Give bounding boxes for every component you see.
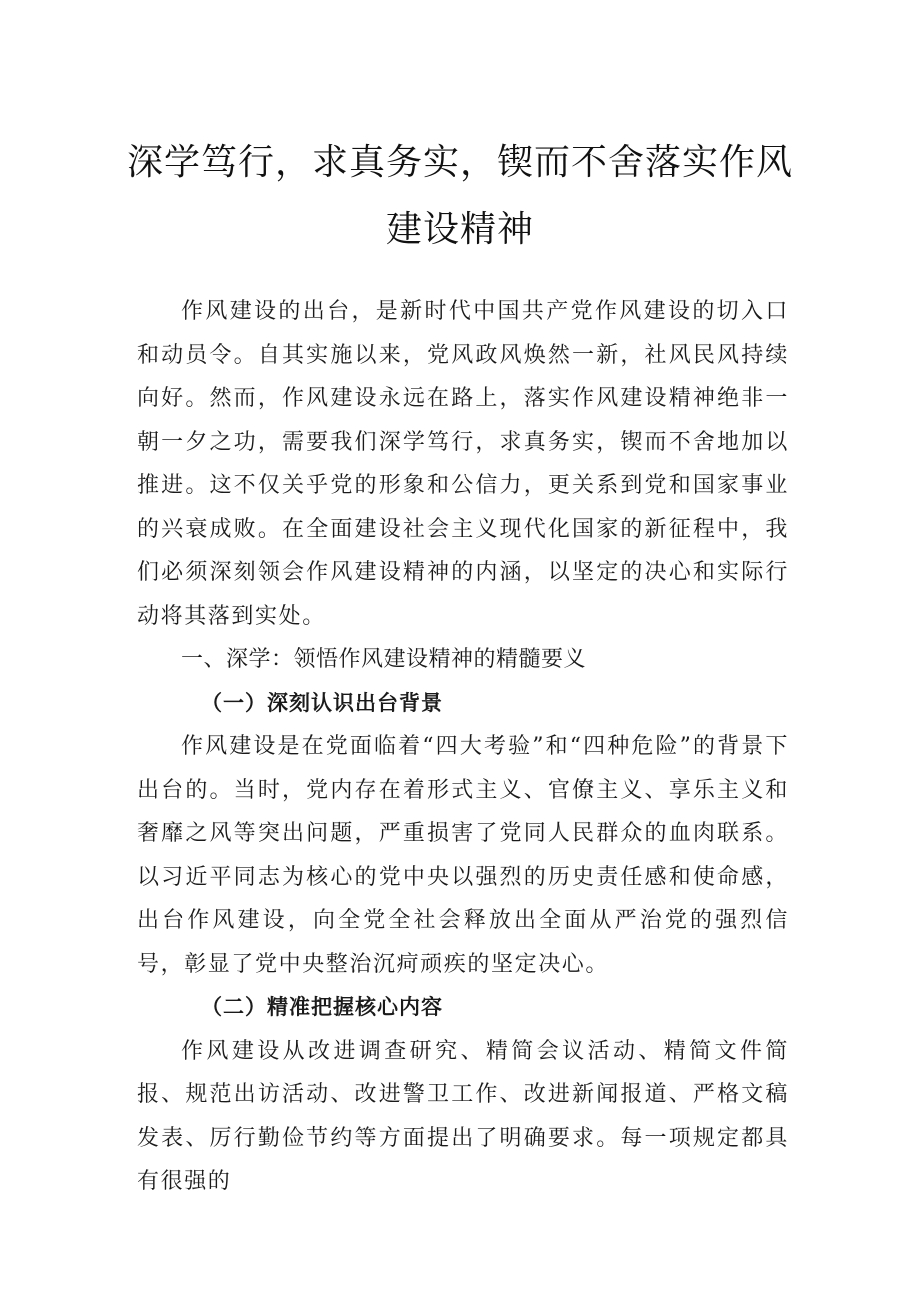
subsection-heading-2: （二）精准把握核心内容 xyxy=(201,995,443,1019)
paragraph-intro: 作风建设的出台，是新时代中国共产党作风建设的切入口和动员令。自其实施以来，党风政风焕然一新，社风民风持续向好。然而，作风建设永远在路上，落实作风建设精神绝非一朝一夕之功，需要我们深学笃行，求真务实，锲而不舍地加以推进。这不仅关乎党的形象和公信力，更关系到党和国家事业的兴衰成败。在全面建设社会主义现代化国家的新征程中，我们必须深刻领会作风建设精神的内涵，以坚定的决心和实际行动将其落到实处。 xyxy=(137,299,789,629)
document-title-line-2: 建设精神 xyxy=(385,209,534,250)
section-heading-1: 一、深学：领悟作风建设精神的精髓要义 xyxy=(181,647,587,672)
document-title-line-1: 深学笃行，求真务实，锲而不舍落实作风 xyxy=(126,142,793,183)
subsection-heading-1: （一）深刻认识出台背景 xyxy=(201,690,443,715)
paragraph-core-content: 作风建设从改进调查研究、精简会议活动、精简文件简报、规范出访活动、改进警卫工作、改进新闻报道、严格文稿发表、厉行勤俭节约等方面提出了明确要求。每一项规定都具有很强的 xyxy=(137,1038,789,1194)
document-body xyxy=(137,290,789,1204)
paragraph-background: 作风建设是在党面临着“四大考验”和“四种危险”的背景下出台的。当时，党内存在着形式主义、官僚主义、享乐主义和奢靡之风等突出问题，严重损害了党同人民群众的血肉联系。以习近平同志为核心的党中央以强烈的历史责任感和使命感，出台作风建设，向全党全社会释放出全面从严治党的强烈信号，彰显了党中央整治沉疴顽疾的坚定决心。 xyxy=(137,734,789,977)
